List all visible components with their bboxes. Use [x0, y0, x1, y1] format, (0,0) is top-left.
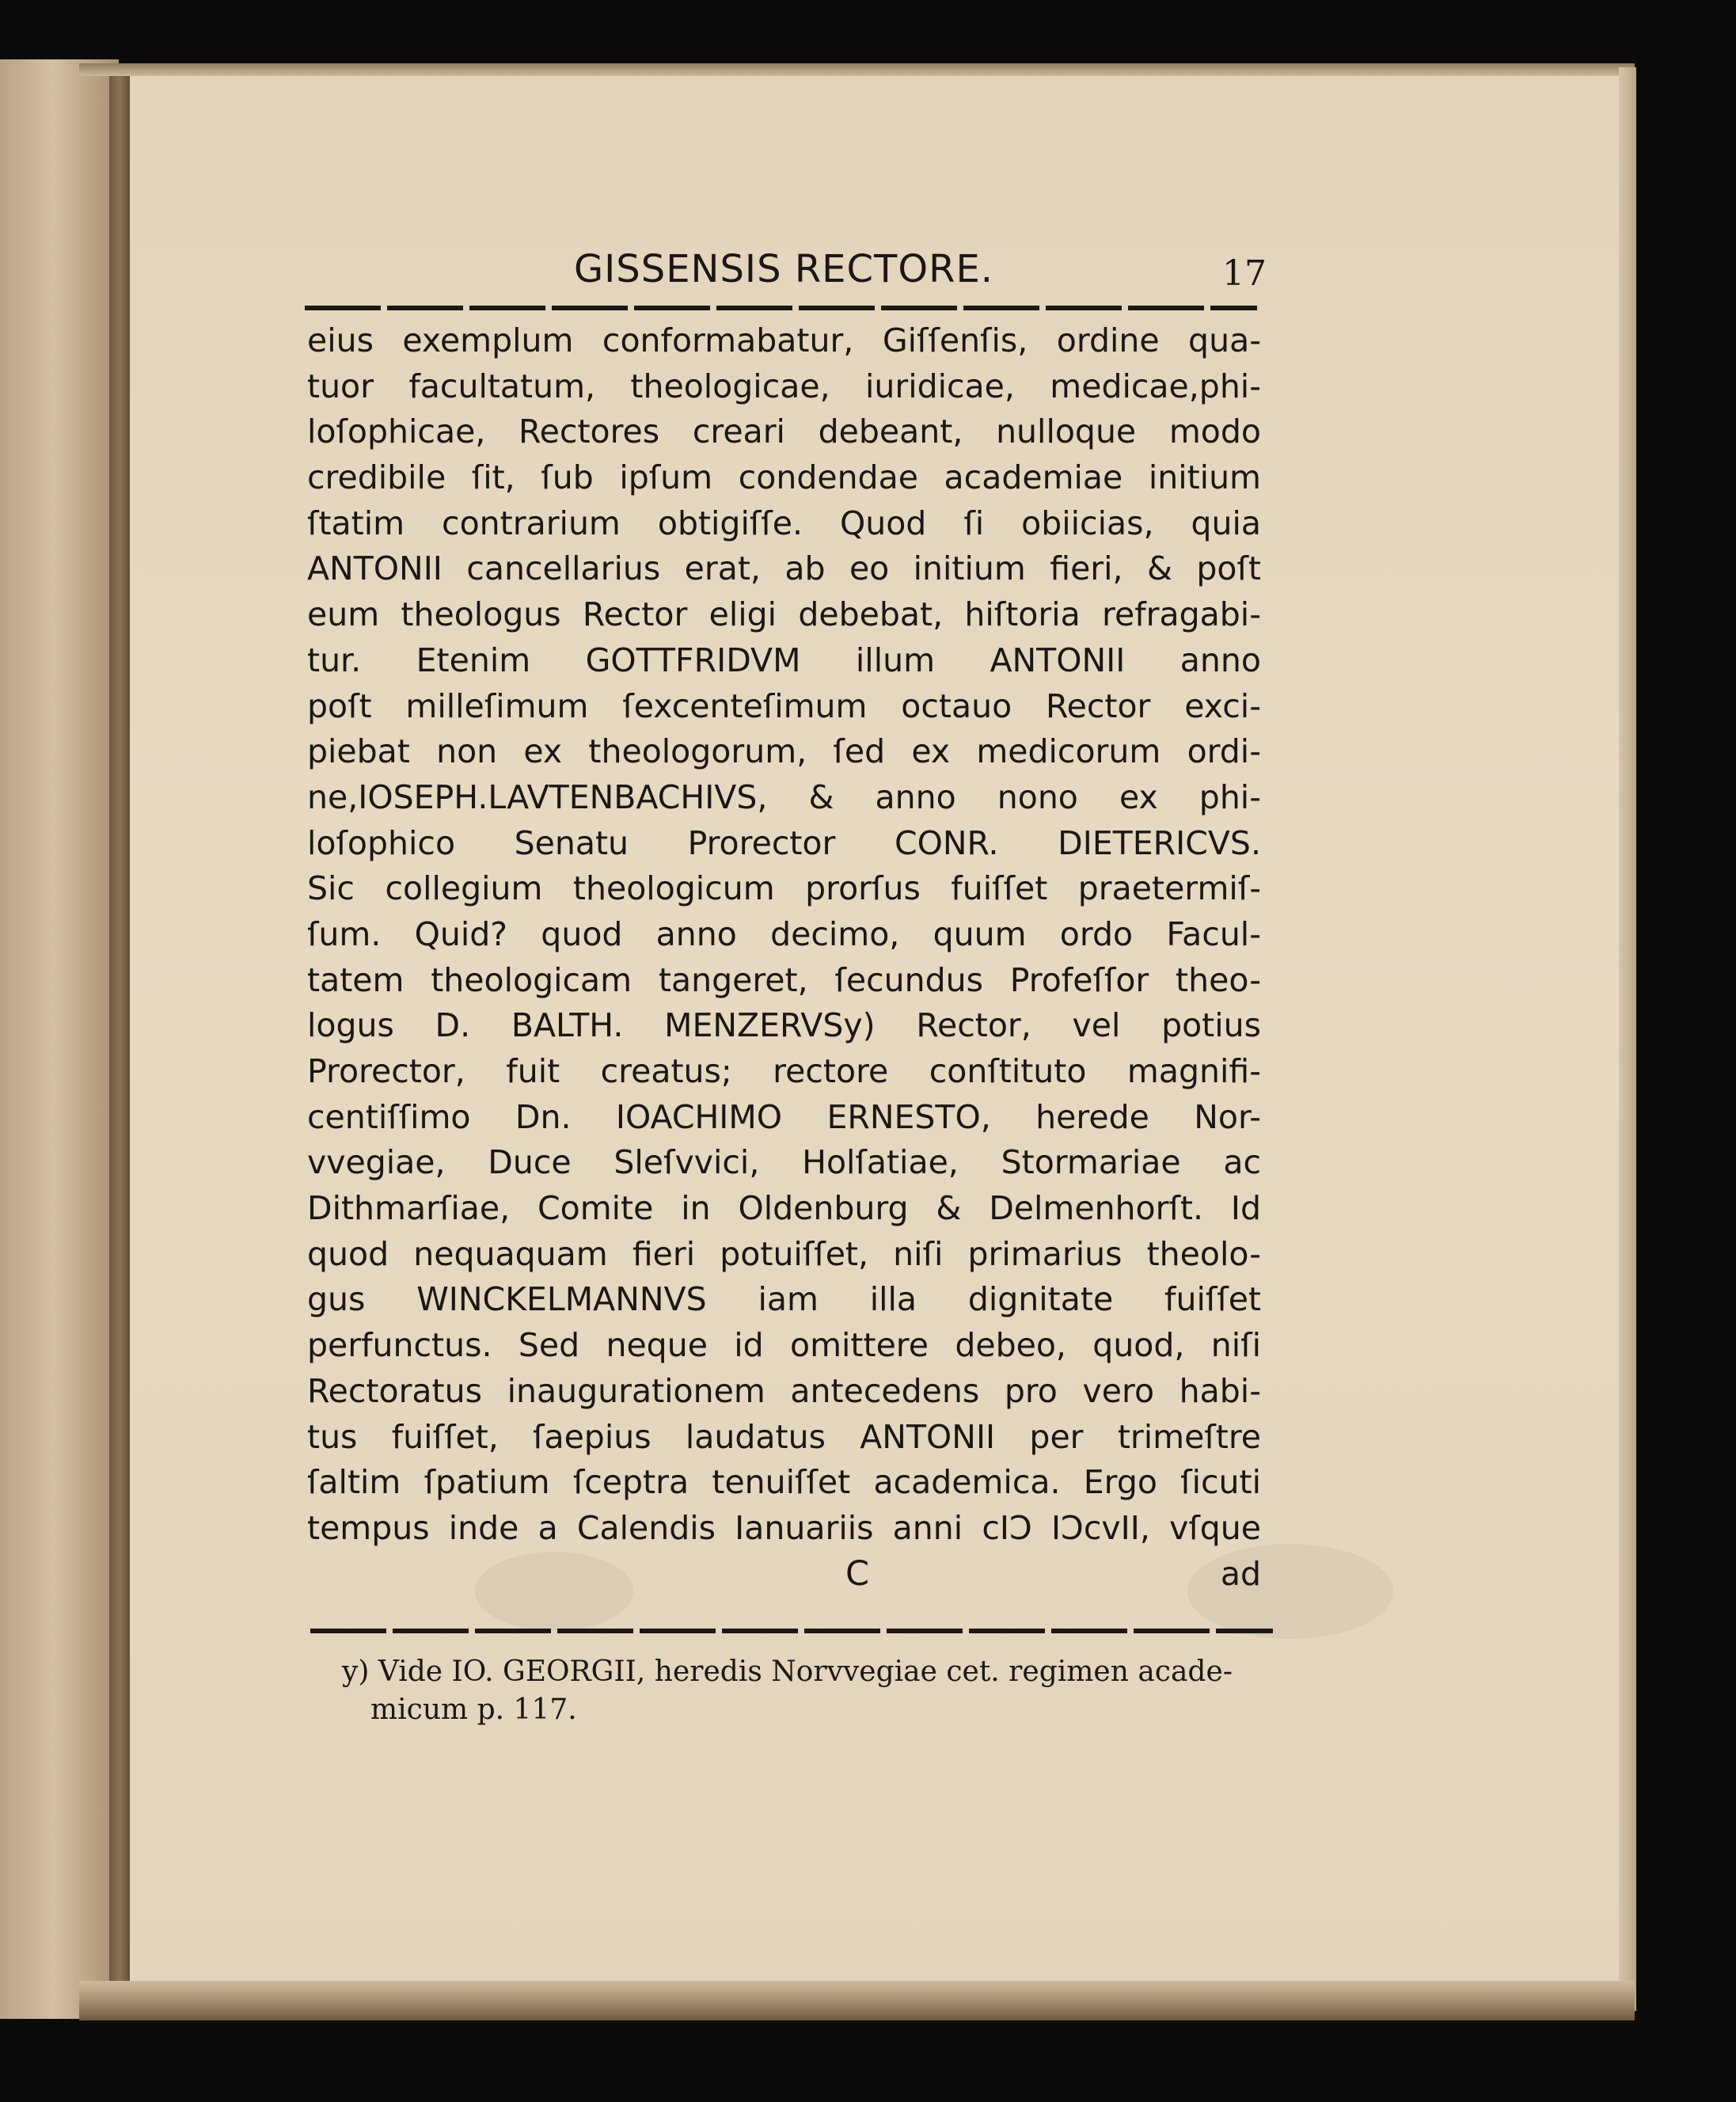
footnote-rule: [310, 1629, 1273, 1633]
text-line: credibile ſit, ſub ipſum condendae academiae initium: [307, 458, 1261, 497]
footnote-line: y) Vide IO. GEORGII, heredis Norvvegiae cet. regimen acade-: [342, 1655, 1233, 1688]
text-line: tatem theologicam tangeret, ſecundus Profeſſor theo-: [307, 960, 1261, 999]
text-line: eius exemplum conformabatur, Giſſenſis, ordine qua-: [307, 321, 1261, 359]
text-line: Sic collegium theologicum prorſus fuiſſet praetermiſ-: [307, 869, 1261, 908]
text-line: Rectoratus inaugurationem antecedens pro vero habi-: [307, 1371, 1261, 1410]
gutter-shadow: [109, 63, 130, 2019]
text-line: eum theologus Rector eligi debebat, hiſtoria refragabi-: [307, 595, 1261, 634]
text-line: centiſſimo Dn. IOACHIMO ERNESTO, herede Nor-: [307, 1097, 1261, 1136]
page-header: [301, 247, 1267, 302]
text-line: ſtatim contrarium obtigiſſe. Quod ſi obiicias, quia: [307, 504, 1261, 542]
text-line: loſophicae, Rectores creari debeant, nulloque modo: [307, 412, 1261, 451]
text-line: poſt milleſimum ſexcenteſimum octauo Rector exci-: [307, 686, 1261, 725]
page-top-edge: [79, 63, 1635, 76]
text-line: tuor facultatum, theologicae, iuridicae, medicae,phi-: [307, 367, 1261, 405]
text-line: Dithmarſiae, Comite in Oldenburg & Delmenhorſt. Id: [307, 1189, 1261, 1228]
left-facing-page-edge: [0, 59, 119, 2019]
signature-mark: C: [845, 1553, 870, 1594]
text-line: quod nequaquam fieri potuiſſet, niſi primarius theolo-: [307, 1234, 1261, 1273]
page-number: 17: [1222, 253, 1267, 294]
text-line: tus fuiſſet, ſaepius laudatus ANTONII per trimeſtre: [307, 1417, 1261, 1456]
body-text: [307, 318, 1261, 1597]
catch-row: [307, 1552, 1261, 1598]
text-line: vvegiae, Duce Sleſvvici, Holſatiae, Stormariae ac: [307, 1143, 1261, 1182]
catchword: ad: [1220, 1554, 1261, 1593]
page-bottom-edge: [79, 1981, 1635, 2020]
header-rule: [305, 306, 1257, 310]
text-line: tur. Etenim GOTTFRIDVM illum ANTONII anno: [307, 640, 1261, 679]
text-line: tempus inde a Calendis Ianuariis anni cIↃ IↃcvII, vſque: [307, 1508, 1261, 1547]
footnote: [342, 1653, 1273, 1729]
text-line: ANTONII cancellarius erat, ab eo initium fieri, & poſt: [307, 549, 1261, 588]
text-line: Prorector, fuit creatus; rectore conſtituto magnifi-: [307, 1052, 1261, 1090]
footnote-line: micum p. 117.: [370, 1693, 577, 1726]
text-line: piebat non ex theologorum, ſed ex medicorum ordi-: [307, 732, 1261, 771]
text-line: gus WINCKELMANNVS iam illa dignitate fuiſſet: [307, 1280, 1261, 1319]
running-title: GISSENSIS RECTORE.: [573, 247, 994, 291]
text-line: loſophico Senatu Prorector CONR. DIETERICVS.: [307, 823, 1261, 862]
text-line: logus D. BALTH. MENZERVSy) Rector, vel potius: [307, 1006, 1261, 1045]
text-line: ſaltim ſpatium ſceptra tenuiſſet academica. Ergo ſicuti: [307, 1463, 1261, 1502]
text-line: ne,IOSEPH.LAVTENBACHIVS, & anno nono ex phi-: [307, 777, 1261, 816]
text-line: perfunctus. Sed neque id omittere debeo, quod, niſi: [307, 1326, 1261, 1365]
page-right-edge: [1619, 67, 1636, 2011]
text-line: ſum. Quid? quod anno decimo, quum ordo Facul-: [307, 914, 1261, 953]
